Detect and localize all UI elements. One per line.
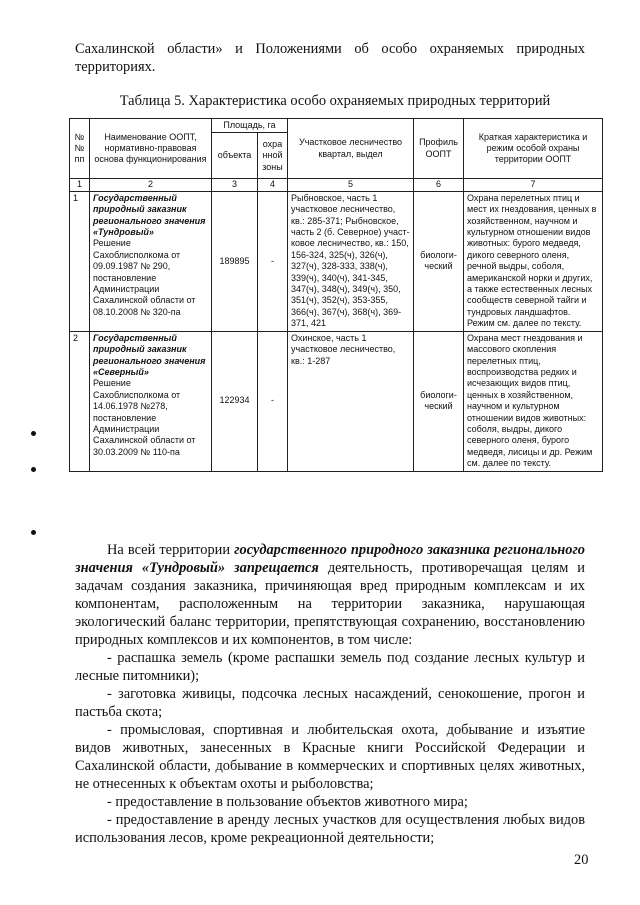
row-profile: биологи-ческий	[414, 331, 464, 471]
row-area: 122934	[212, 331, 258, 471]
binder-hole-mark	[31, 530, 36, 535]
body-text	[75, 541, 585, 847]
list-item: - промысловая, спортивная и любительская охота, добывание и изъятие видов животных, занесенных в Красные книги Российской Федерации и Сахалинской области, добывание в коммерческих и спортивных целях животных, не отнесенных к объектам охоты и рыболовства;	[75, 722, 585, 792]
table-row	[70, 331, 603, 471]
intro-line-2: территориях.	[75, 59, 156, 75]
header-no: № № пп	[70, 119, 90, 179]
page-number: 20	[574, 852, 589, 868]
row-description: Охрана перелетных птиц и мест их гнездования, ценных в хозяйственном, научном и культурном отношении видов животных: бурого медведя, дикого северного оленя, речной выдры, соболя, американской норки и других, а также естественных лесных сообществ северной тайги и тундровых ландшафтов. Режим см. далее по тексту.	[464, 191, 603, 331]
p1-post: деятельность, противоречащая целям и задачам создания заказника, причиняющая вред природным комплексам и их компонентам, расположенным на территории заказника, нарушающая экологический баланс территории, препятствующая сохранению, восстановлению природных комплексов и их компонентов, в том числе:	[75, 560, 585, 648]
header-name: Наименование ООПТ, нормативно-правовая основа функционирования	[90, 119, 212, 179]
row-zone: -	[258, 331, 288, 471]
header-area: Площадь, га	[212, 119, 288, 133]
reserve-name: Государственный природный заказник регионального значения «Северный»	[93, 332, 206, 377]
row-forest: Рыбновское, часть 1 участковое лесничество, кв.: 285-371; Рыбновское, часть 2 (б. Северное) участ-ковое лесничество, кв.: 150, 156-324, 325(ч), 326(ч), 327(ч), 328-333, 338(ч), 339(ч), 340(ч), 341-345, 347(ч), 348(ч), 349(ч), 350, 351(ч), 352(ч), 353-355, 366(ч), 367(ч), 368(ч), 369-371, 421	[288, 191, 414, 331]
column-number: 4	[258, 179, 288, 191]
column-number: 2	[90, 179, 212, 191]
column-number: 1	[70, 179, 90, 191]
row-no: 1	[70, 191, 90, 331]
list-item: - предоставление в пользование объектов животного мира;	[107, 794, 468, 810]
binder-hole-mark	[31, 431, 36, 436]
p1-emphasis: государственного природного заказника регионального значения «Тундровый» запрещается	[75, 542, 585, 576]
table-row	[70, 191, 603, 331]
body-paragraph	[75, 541, 585, 649]
table-caption: Таблица 5. Характеристика особо охраняемых природных территорий	[119, 93, 551, 109]
row-no: 2	[70, 331, 90, 471]
reserve-name: Государственный природный заказник регионального значения «Тундровый»	[93, 192, 206, 238]
header-description: Краткая характеристика и режим особой охраны территории ООПТ	[464, 119, 603, 179]
column-number: 7	[464, 179, 603, 191]
binder-hole-mark	[31, 467, 36, 472]
row-name-cell	[90, 331, 212, 471]
intro-line-1: Сахалинской области» и Положениями об особо охраняемых природных	[75, 41, 585, 57]
list-item: - распашка земель (кроме распашки земель под создание лесных культур и лесные питомники);	[75, 650, 585, 684]
row-description: Охрана мест гнездования и массового скопления перелетных птиц, воспроизводства редких и исчезающих видов птиц, ценных в хозяйственном, научном и культурном отношении видов животных: соболя, выдры, дикого северного оленя, бурого медведя, лисицы и др. Режим см. далее по тексту.	[464, 331, 603, 471]
header-forest: Участковое лесничество квартал, выдел	[288, 119, 414, 179]
p1-pre: На всей территории	[107, 542, 231, 558]
row-forest: Охинское, часть 1 участковое лесничество, кв.: 1-287	[288, 331, 414, 471]
oopt-table	[69, 118, 603, 472]
legal-basis: Решение Сахоблисполкома от 14.06.1978 №278, постановление Администрации Сахалинской области от 30.03.2009 № 110-па	[93, 378, 196, 457]
list-item: - заготовка живицы, подсочка лесных насаждений, сенокошение, прогон и пастьба скота;	[75, 686, 585, 720]
column-numbers-row	[70, 179, 603, 191]
legal-basis: Решение Сахоблисполкома от 09.09.1987 № 290, постановление Администрации Сахалинской области от 08.10.2008 № 320-па	[93, 238, 196, 317]
row-area: 189895	[212, 191, 258, 331]
column-number: 3	[212, 179, 258, 191]
column-number: 6	[414, 179, 464, 191]
header-area-zone: охра нной зоны	[258, 133, 288, 179]
intro-text	[75, 40, 585, 76]
row-profile: биологи-ческий	[414, 191, 464, 331]
column-number: 5	[288, 179, 414, 191]
row-name-cell	[90, 191, 212, 331]
row-zone: -	[258, 191, 288, 331]
list-item: - предоставление в аренду лесных участков для осуществления любых видов использования лесов, кроме рекреационной деятельности;	[75, 812, 585, 846]
header-profile: Профиль ООПТ	[414, 119, 464, 179]
header-area-object: объекта	[212, 133, 258, 179]
